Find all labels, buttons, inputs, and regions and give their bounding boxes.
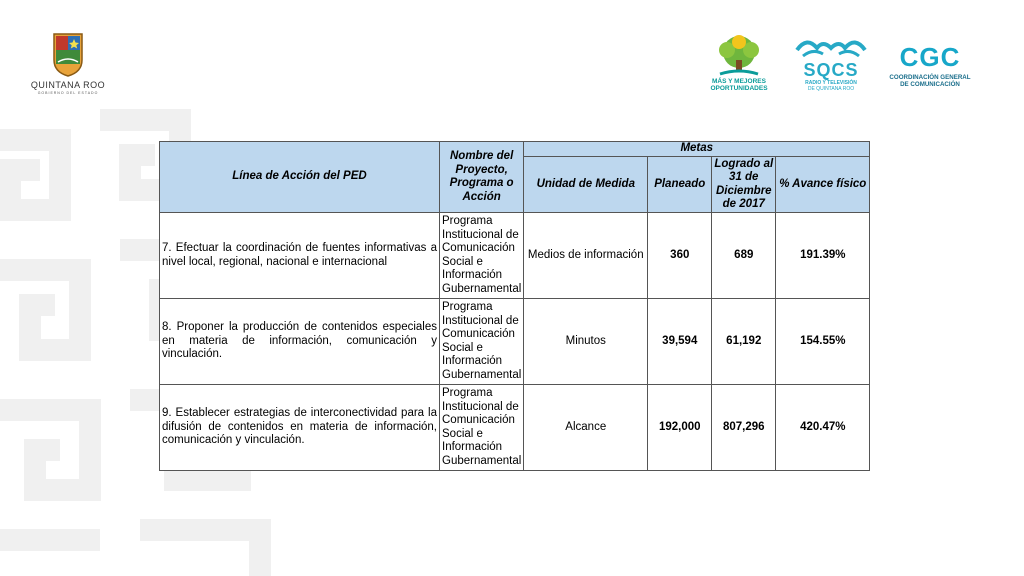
metas-table xyxy=(159,141,870,471)
cell-avance: 154.55% xyxy=(776,299,870,385)
header-row-1 xyxy=(160,142,870,157)
header-metas: Metas xyxy=(524,142,870,157)
cell-logrado: 689 xyxy=(712,213,776,299)
header-linea: Línea de Acción del PED xyxy=(160,142,440,213)
tree-icon xyxy=(702,34,776,78)
cgc-name: CGC xyxy=(899,42,961,72)
quintana-roo-name: QUINTANA ROO xyxy=(30,80,106,90)
state-shield-icon xyxy=(28,30,108,78)
cgc-logo xyxy=(878,44,982,88)
cgc-line1: COORDINACIÓN GENERAL xyxy=(889,74,971,81)
sqcs-line1: RADIO Y TELEVISIÓN xyxy=(805,80,857,86)
quintana-roo-logo xyxy=(28,30,108,96)
cell-avance: 191.39% xyxy=(776,213,870,299)
sqcs-logo xyxy=(793,34,869,94)
cell-logrado: 61,192 xyxy=(712,299,776,385)
mmo-line2: OPORTUNIDADES xyxy=(710,85,768,92)
cell-planeado: 192,000 xyxy=(648,385,712,471)
cell-nombre: Programa Institucional de Comunicación Social e Información Gubernamental xyxy=(440,299,524,385)
cell-logrado: 807,296 xyxy=(712,385,776,471)
cgc-line2: DE COMUNICACIÓN xyxy=(900,81,960,88)
header-avance: % Avance físico xyxy=(776,157,870,213)
header-unidad: Unidad de Medida xyxy=(524,157,648,213)
cell-linea: 8. Proponer la producción de contenidos especiales en materia de información, comunicación y vinculación. xyxy=(160,299,440,385)
cell-unidad: Minutos xyxy=(524,299,648,385)
cell-planeado: 360 xyxy=(648,213,712,299)
header-planeado: Planeado xyxy=(648,157,712,213)
cell-linea: 9. Establecer estrategias de interconectividad para la difusión de contenidos en materia de información, comunicación y vinculación. xyxy=(160,385,440,471)
cell-unidad: Alcance xyxy=(524,385,648,471)
header-nombre: Nombre del Proyecto, Programa o Acción xyxy=(440,142,524,213)
cell-planeado: 39,594 xyxy=(648,299,712,385)
sqcs-name: SQCS xyxy=(803,60,859,80)
cell-linea: 7. Efectuar la coordinación de fuentes informativas a nivel local, regional, nacional e internacional xyxy=(160,213,440,299)
cell-avance: 420.47% xyxy=(776,385,870,471)
waves-icon xyxy=(793,34,869,60)
header-logrado: Logrado al 31 de Diciembre de 2017 xyxy=(712,157,776,213)
mmo-line1: MÁS Y MEJORES xyxy=(712,78,766,85)
cell-nombre: Programa Institucional de Comunicación Social e Información Gubernamental xyxy=(440,213,524,299)
cell-nombre: Programa Institucional de Comunicación Social e Información Gubernamental xyxy=(440,385,524,471)
sqcs-line2: DE QUINTANA ROO xyxy=(807,86,855,92)
table-row xyxy=(160,299,870,385)
mas-y-mejores-logo xyxy=(702,34,776,94)
cell-unidad: Medios de información xyxy=(524,213,648,299)
table-row xyxy=(160,213,870,299)
quintana-roo-subtitle: GOBIERNO DEL ESTADO xyxy=(37,91,99,95)
table-row xyxy=(160,385,870,471)
